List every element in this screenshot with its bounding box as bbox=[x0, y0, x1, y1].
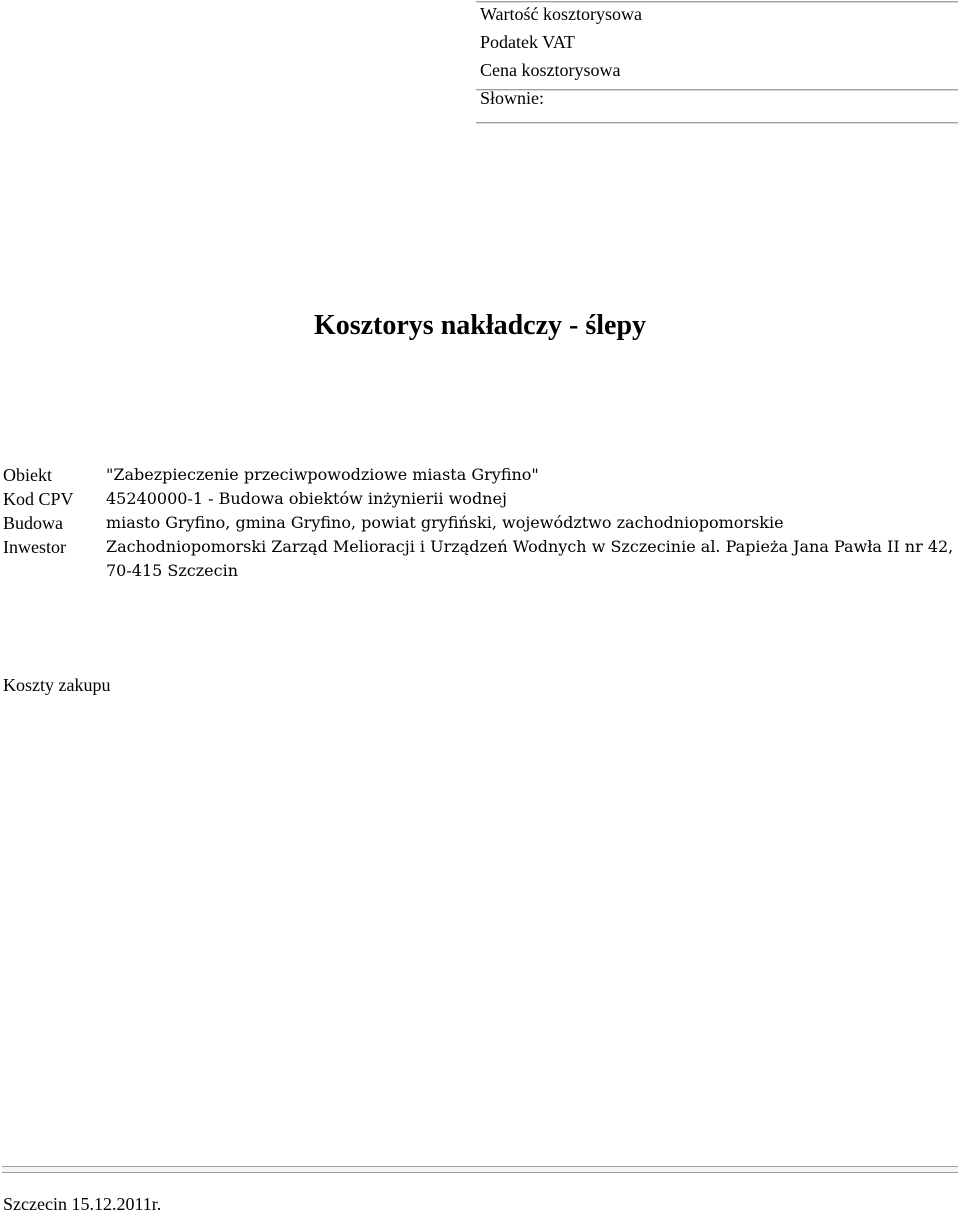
budowa-label: Budowa bbox=[3, 513, 63, 533]
project-info-table bbox=[3, 463, 958, 583]
kod-cpv-label: Kod CPV bbox=[3, 489, 74, 509]
info-row-kod-cpv bbox=[3, 487, 958, 511]
document-title: Kosztorys nakładczy - ślepy bbox=[313, 310, 647, 341]
summary-slownie: Słownie: bbox=[480, 88, 545, 108]
summary-cena-kosztorysowa: Cena kosztorysowa bbox=[480, 60, 621, 80]
summary-middle-rule bbox=[476, 89, 958, 91]
costs-section-label: Koszty zakupu bbox=[3, 675, 111, 695]
summary-top-rule bbox=[476, 1, 958, 3]
inwestor-value: Zachodniopomorski Zarząd Melioracji i Urządzeń Wodnych w Szczecinie al. Papieża Jana Pawła II nr 42, 70-415 Szczecin bbox=[106, 537, 954, 580]
summary-block bbox=[474, 0, 958, 112]
kod-cpv-value: 45240000-1 - Budowa obiektów inżynierii wodnej bbox=[106, 489, 507, 508]
summary-wartosc-kosztorysowa: Wartość kosztorysowa bbox=[480, 4, 643, 24]
footer-rule bbox=[2, 1166, 958, 1173]
inwestor-label: Inwestor bbox=[3, 537, 66, 557]
footer-place-date: Szczecin 15.12.2011r. bbox=[3, 1194, 162, 1214]
info-row-inwestor bbox=[3, 535, 958, 583]
obiekt-label: Obiekt bbox=[3, 465, 52, 485]
summary-podatek-vat: Podatek VAT bbox=[480, 32, 575, 52]
budowa-value: miasto Gryfino, gmina Gryfino, powiat gryfiński, województwo zachodniopomorskie bbox=[106, 513, 784, 532]
summary-bottom-rule bbox=[476, 122, 958, 124]
info-row-obiekt bbox=[3, 463, 958, 487]
obiekt-value: "Zabezpieczenie przeciwpowodziowe miasta Gryfino" bbox=[106, 465, 539, 484]
info-row-budowa bbox=[3, 511, 958, 535]
